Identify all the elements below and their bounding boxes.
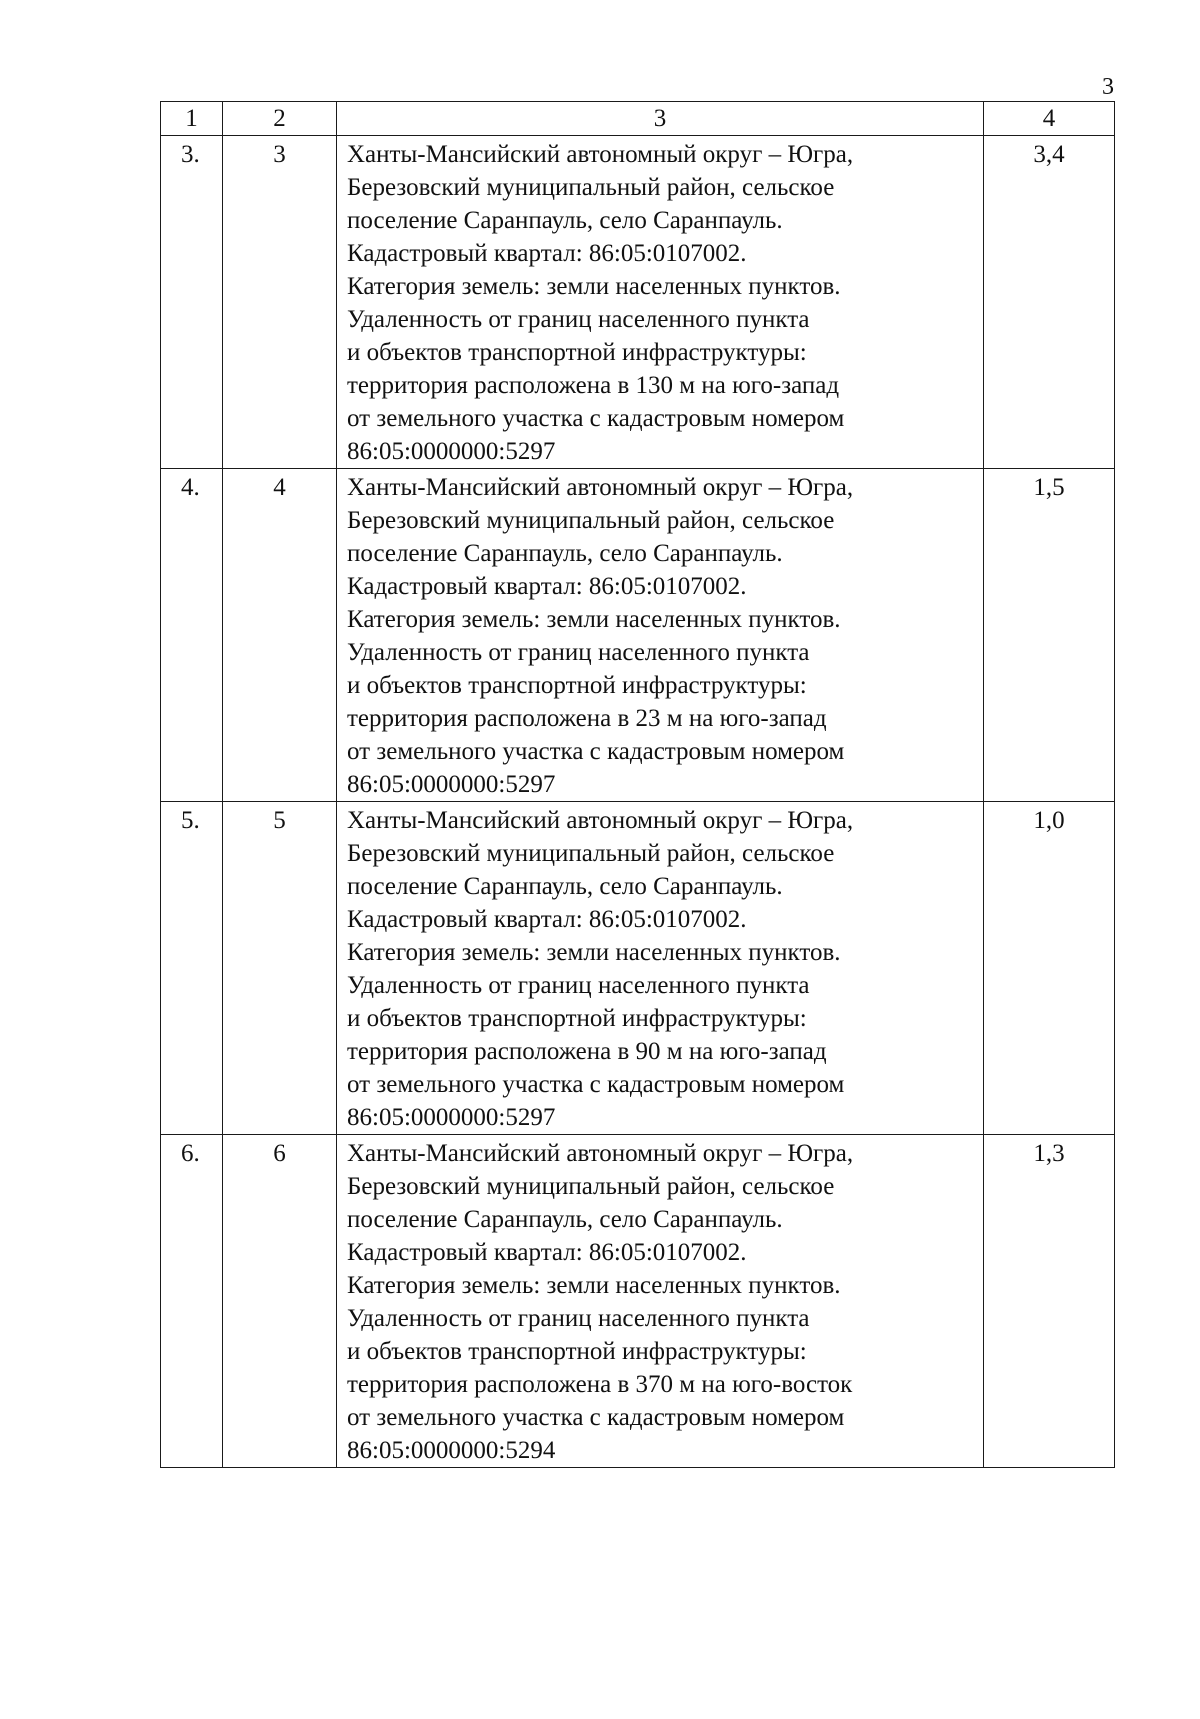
description-line: Кадастровый квартал: 86:05:0107002.: [347, 1239, 747, 1266]
description-line: от земельного участка с кадастровым номером: [347, 405, 845, 432]
land-plots-table: [160, 101, 1115, 1468]
description-line: Ханты-Мансийский автономный округ – Югра,: [347, 1140, 854, 1167]
description-line: поселение Саранпауль, село Саранпауль.: [347, 1206, 783, 1233]
plot-description-cell: [337, 802, 984, 1135]
description-line: от земельного участка с кадастровым номером: [347, 1071, 845, 1098]
row-number-cell: 3.: [161, 136, 223, 469]
description-line: территория расположена в 90 м на юго-запад: [347, 1038, 827, 1065]
description-line: Удаленность от границ населенного пункта: [347, 639, 810, 666]
description-line: Категория земель: земли населенных пунктов.: [347, 939, 841, 966]
plot-area-cell: 1,0: [984, 802, 1115, 1135]
plot-description-cell: [337, 1135, 984, 1468]
description-line: поселение Саранпауль, село Саранпауль.: [347, 540, 783, 567]
table-row: [161, 136, 1115, 469]
description-line: Березовский муниципальный район, сельское: [347, 1173, 835, 1200]
description-line: Березовский муниципальный район, сельское: [347, 507, 835, 534]
description-line: Удаленность от границ населенного пункта: [347, 306, 810, 333]
row-number-cell: 5.: [161, 802, 223, 1135]
table-row: [161, 1135, 1115, 1468]
plot-index-cell: 3: [223, 136, 337, 469]
description-line: Удаленность от границ населенного пункта: [347, 1305, 810, 1332]
description-line: от земельного участка с кадастровым номером: [347, 738, 845, 765]
plot-area-cell: 1,3: [984, 1135, 1115, 1468]
table-row: [161, 469, 1115, 802]
description-line: 86:05:0000000:5297: [347, 771, 556, 798]
description-line: Ханты-Мансийский автономный округ – Югра,: [347, 474, 854, 501]
table-header-row: [161, 102, 1115, 136]
description-line: Категория земель: земли населенных пунктов.: [347, 606, 841, 633]
page-number: 3: [1102, 74, 1114, 100]
description-line: Кадастровый квартал: 86:05:0107002.: [347, 906, 747, 933]
header-cell-2: 2: [223, 102, 337, 136]
description-line: и объектов транспортной инфраструктуры:: [347, 1005, 807, 1032]
plot-index-cell: 4: [223, 469, 337, 802]
table-row: [161, 802, 1115, 1135]
description-line: 86:05:0000000:5294: [347, 1437, 556, 1464]
header-cell-4: 4: [984, 102, 1115, 136]
header-cell-1: 1: [161, 102, 223, 136]
row-number-cell: 6.: [161, 1135, 223, 1468]
description-line: и объектов транспортной инфраструктуры:: [347, 672, 807, 699]
description-line: Кадастровый квартал: 86:05:0107002.: [347, 240, 747, 267]
description-line: Березовский муниципальный район, сельское: [347, 174, 835, 201]
description-line: Категория земель: земли населенных пунктов.: [347, 273, 841, 300]
row-number-cell: 4.: [161, 469, 223, 802]
description-line: Кадастровый квартал: 86:05:0107002.: [347, 573, 747, 600]
description-line: территория расположена в 130 м на юго-запад: [347, 372, 840, 399]
description-line: территория расположена в 370 м на юго-восток: [347, 1371, 853, 1398]
description-line: и объектов транспортной инфраструктуры:: [347, 339, 807, 366]
description-line: поселение Саранпауль, село Саранпауль.: [347, 873, 783, 900]
description-line: Ханты-Мансийский автономный округ – Югра,: [347, 807, 854, 834]
description-line: Удаленность от границ населенного пункта: [347, 972, 810, 999]
description-line: от земельного участка с кадастровым номером: [347, 1404, 845, 1431]
description-line: территория расположена в 23 м на юго-запад: [347, 705, 827, 732]
plot-description-cell: [337, 469, 984, 802]
plot-index-cell: 6: [223, 1135, 337, 1468]
description-line: Березовский муниципальный район, сельское: [347, 840, 835, 867]
description-line: 86:05:0000000:5297: [347, 1104, 556, 1131]
plot-area-cell: 1,5: [984, 469, 1115, 802]
plot-description-cell: [337, 136, 984, 469]
header-cell-3: 3: [337, 102, 984, 136]
description-line: Категория земель: земли населенных пунктов.: [347, 1272, 841, 1299]
description-line: поселение Саранпауль, село Саранпауль.: [347, 207, 783, 234]
description-line: 86:05:0000000:5297: [347, 438, 556, 465]
plot-index-cell: 5: [223, 802, 337, 1135]
description-line: Ханты-Мансийский автономный округ – Югра,: [347, 141, 854, 168]
plot-area-cell: 3,4: [984, 136, 1115, 469]
description-line: и объектов транспортной инфраструктуры:: [347, 1338, 807, 1365]
